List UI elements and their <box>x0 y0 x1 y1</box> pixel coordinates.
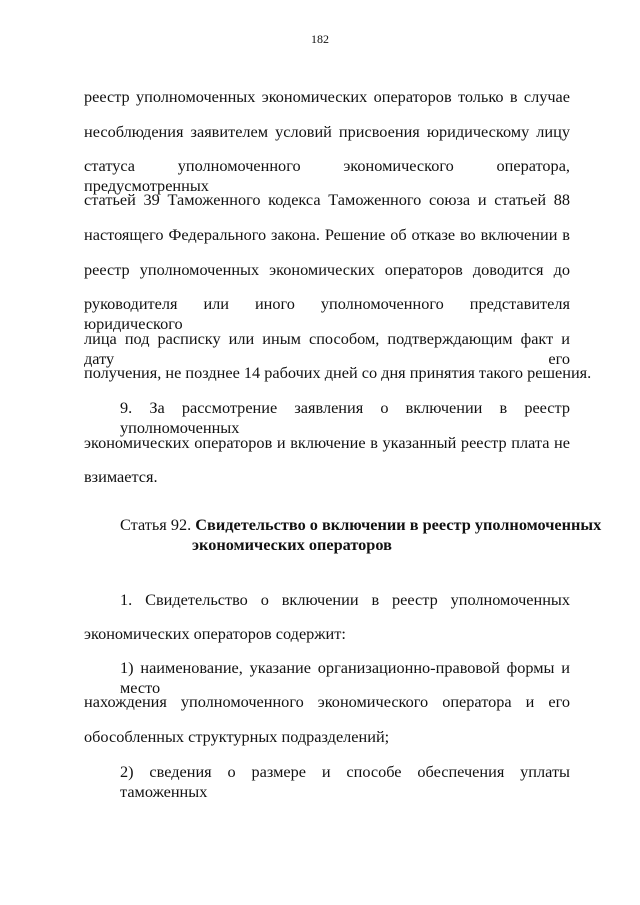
text-line: получения, не позднее 14 рабочих дней со дня принятия такого решения. <box>84 363 592 382</box>
text-line: 1) наименование, указание организационно-правовой формы и место <box>120 658 570 697</box>
text-line: 9. За рассмотрение заявления о включении в реестр уполномоченных <box>120 398 570 437</box>
text-line: статьей 39 Таможенного кодекса Таможенного союза и статьей 88 <box>84 190 570 209</box>
text-line: реестр уполномоченных экономических операторов доводится до <box>84 260 570 279</box>
text-line: реестр уполномоченных экономических операторов только в случае <box>84 87 570 106</box>
text-line: статуса уполномоченного экономического оператора, предусмотренных <box>84 156 570 195</box>
text-line: 2) сведения о размере и способе обеспечения уплаты таможенных <box>120 762 570 801</box>
article-title: Свидетельство о включении в реестр уполномоченных <box>195 515 602 534</box>
text-line: взимается. <box>84 467 158 486</box>
text-line: руководителя или иного уполномоченного представителя юридического <box>84 294 570 333</box>
text-line: обособленных структурных подразделений; <box>84 727 390 746</box>
text-line: настоящего Федерального закона. Решение об отказе во включении в <box>84 225 570 244</box>
article-title-cont: экономических операторов <box>192 535 392 554</box>
text-line: нахождения уполномоченного экономического оператора и его <box>84 692 570 711</box>
text-line: экономических операторов содержит: <box>84 624 346 643</box>
article-label: Статья 92. <box>120 515 192 534</box>
text-line: несоблюдения заявителем условий присвоения юридическому лицу <box>84 122 570 141</box>
text-line: лица под расписку или иным способом, подтверждающим факт и дату его <box>84 329 570 368</box>
text-line: экономических операторов и включение в указанный реестр плата не <box>84 433 570 452</box>
page-number: 182 <box>311 32 329 46</box>
text-line: 1. Свидетельство о включении в реестр уполномоченных <box>120 590 570 609</box>
